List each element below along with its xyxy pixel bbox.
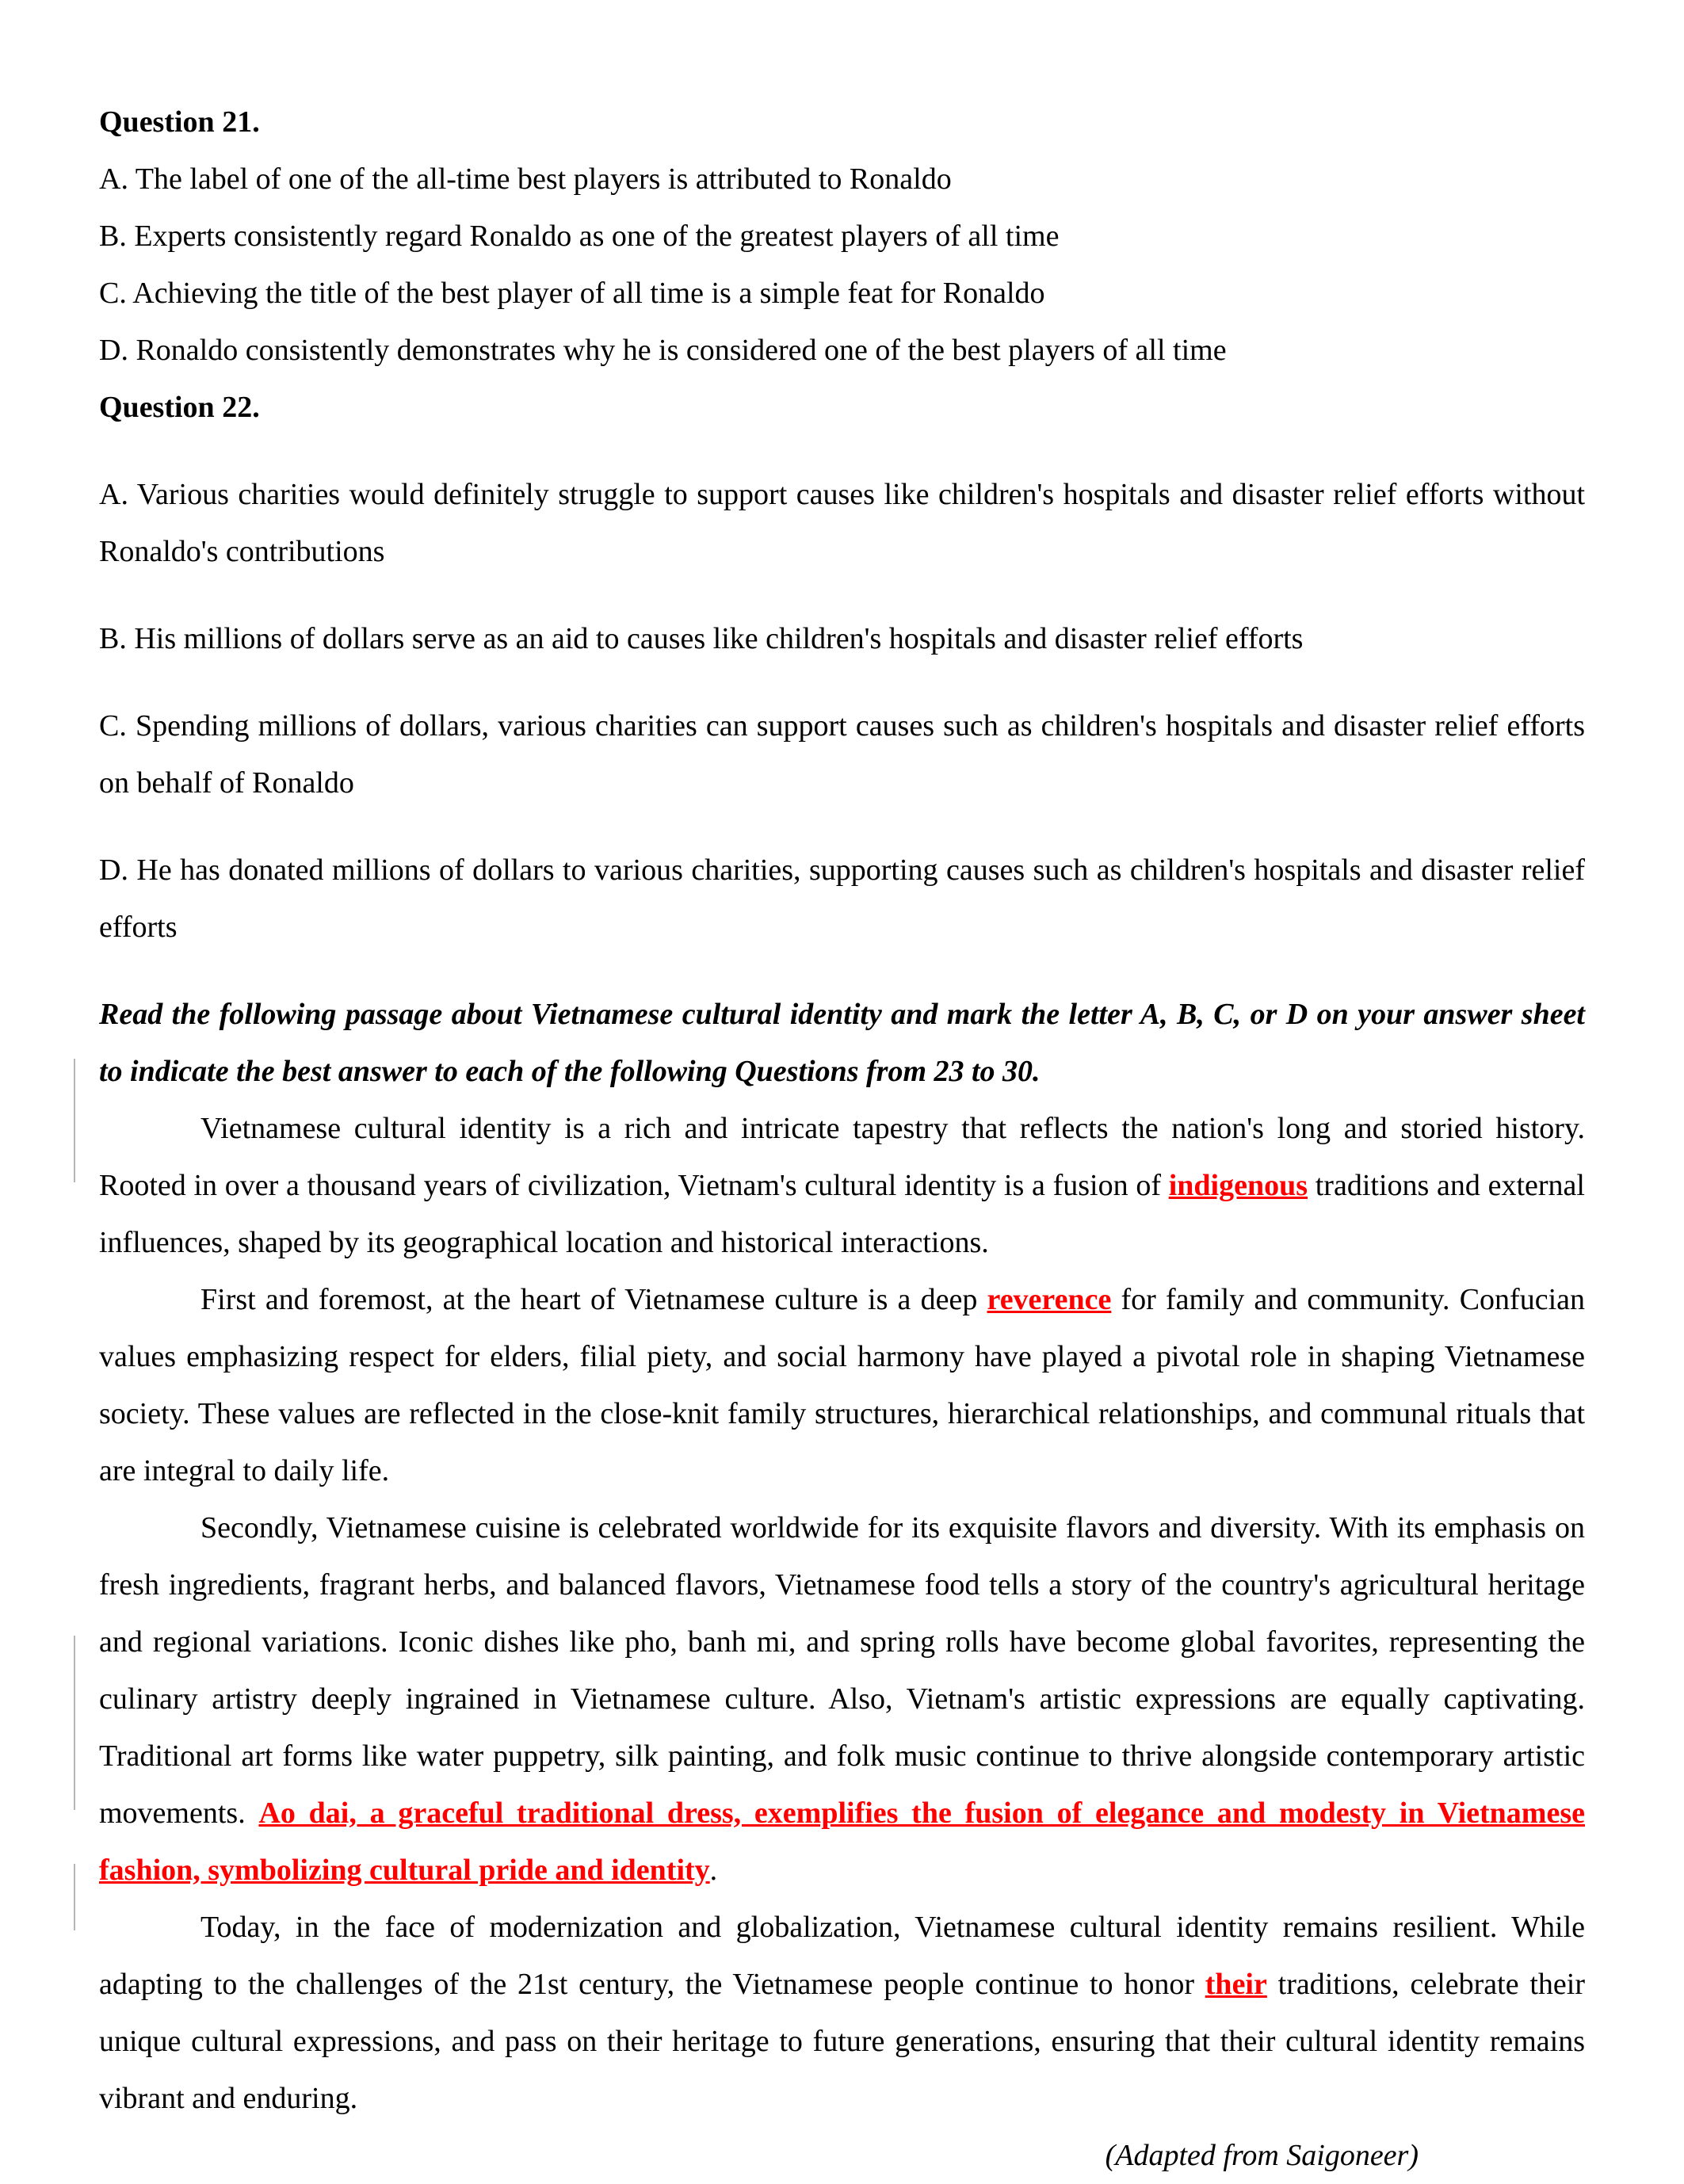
question-22-option-b: B. His millions of dollars serve as an aid to causes like children's hospitals and disaster relief efforts (99, 622, 1304, 655)
question-22-option-a: A. Various charities would definitely struggle to support causes like children's hospitals and disaster relief efforts without Ronaldo's contributions (99, 478, 1585, 568)
question-22-title: Question 22. (99, 391, 260, 424)
highlighted-sentence: Ao dai, a graceful traditional dress, exemplifies the fusion of elegance and modesty in Vietnamese fashion, symbolizing cultural pride and identity (99, 1796, 1585, 1887)
passage-paragraph-2 (99, 1271, 1585, 1499)
paragraph-text: for family and community. Confucian values emphasizing respect for elders, filial piety, and social harmony have played a pivotal role in shaping Vietnamese society. These values are reflected in the close-knit family structures, hierarchical relationships, and communal rituals that are integral to daily life. (99, 1283, 1585, 1487)
margin-marker (74, 1059, 75, 1182)
paragraph-text: Today, in the face of modernization and globalization, Vietnamese cultural identity remains resilient. While adapting to the challenges of the 21st century, the Vietnamese people continue to honor (99, 1911, 1585, 2001)
highlighted-word: indigenous (1168, 1169, 1308, 1202)
highlighted-word: their (1205, 1968, 1267, 2001)
reading-instruction: Read the following passage about Vietnamese cultural identity and mark the letter A, B, C, or D on your answer sheet to indicate the best answer to each of the following Questions from 23 to 30. (99, 998, 1585, 1088)
question-22-option-c: C. Spending millions of dollars, various charities can support causes such as children's hospitals and disaster relief efforts on behalf of Ronaldo (99, 709, 1585, 800)
paragraph-text: First and foremost, at the heart of Vietnamese culture is a deep (200, 1283, 987, 1316)
highlighted-word: reverence (987, 1283, 1112, 1316)
passage-paragraph-1 (99, 1100, 1585, 1271)
question-21-option-c: C. Achieving the title of the best player of all time is a simple feat for Ronaldo (99, 277, 1045, 310)
question-21-option-b: B. Experts consistently regard Ronaldo as one of the greatest players of all time (99, 220, 1060, 253)
passage-paragraph-4 (99, 1899, 1585, 2127)
question-21-option-d: D. Ronaldo consistently demonstrates why he is considered one of the best players of all time (99, 334, 1227, 367)
question-21-title: Question 21. (99, 105, 260, 139)
document-page (99, 94, 1585, 2184)
passage-paragraph-3 (99, 1499, 1585, 1899)
source-citation: (Adapted from Saigoneer) (1105, 2139, 1419, 2172)
paragraph-text: Secondly, Vietnamese cuisine is celebrated worldwide for its exquisite flavors and diversity. With its emphasis on fresh ingredients, fragrant herbs, and balanced flavors, Vietnamese food tells a story of the country's agricultural heritage and regional variations. Iconic dishes like pho, banh mi, and spring rolls have become global favorites, representing the culinary artistry deeply ingrained in Vietnamese culture. Also, Vietnam's artistic expressions are equally captivating. Traditional art forms like water puppetry, silk painting, and folk music continue to thrive alongside contemporary artistic movements. (99, 1511, 1585, 1830)
paragraph-text: traditions, celebrate their unique cultural expressions, and pass on their heritage to future generations, ensuring that their cultural identity remains vibrant and enduring. (99, 1968, 1585, 2115)
margin-marker (74, 1864, 75, 1930)
paragraph-text: Vietnamese cultural identity is a rich and intricate tapestry that reflects the nation's long and storied history. Rooted in over a thousand years of civilization, Vietnam's cultural identity is a fusion of (99, 1112, 1585, 1202)
paragraph-text: . (709, 1854, 718, 1887)
question-21-option-a: A. The label of one of the all-time best players is attributed to Ronaldo (99, 162, 952, 196)
question-22-option-d: D. He has donated millions of dollars to various charities, supporting causes such as children's hospitals and disaster relief efforts (99, 853, 1585, 944)
paragraph-text: traditions and external influences, shaped by its geographical location and historical interactions. (99, 1169, 1585, 1259)
margin-marker (74, 1636, 75, 1810)
